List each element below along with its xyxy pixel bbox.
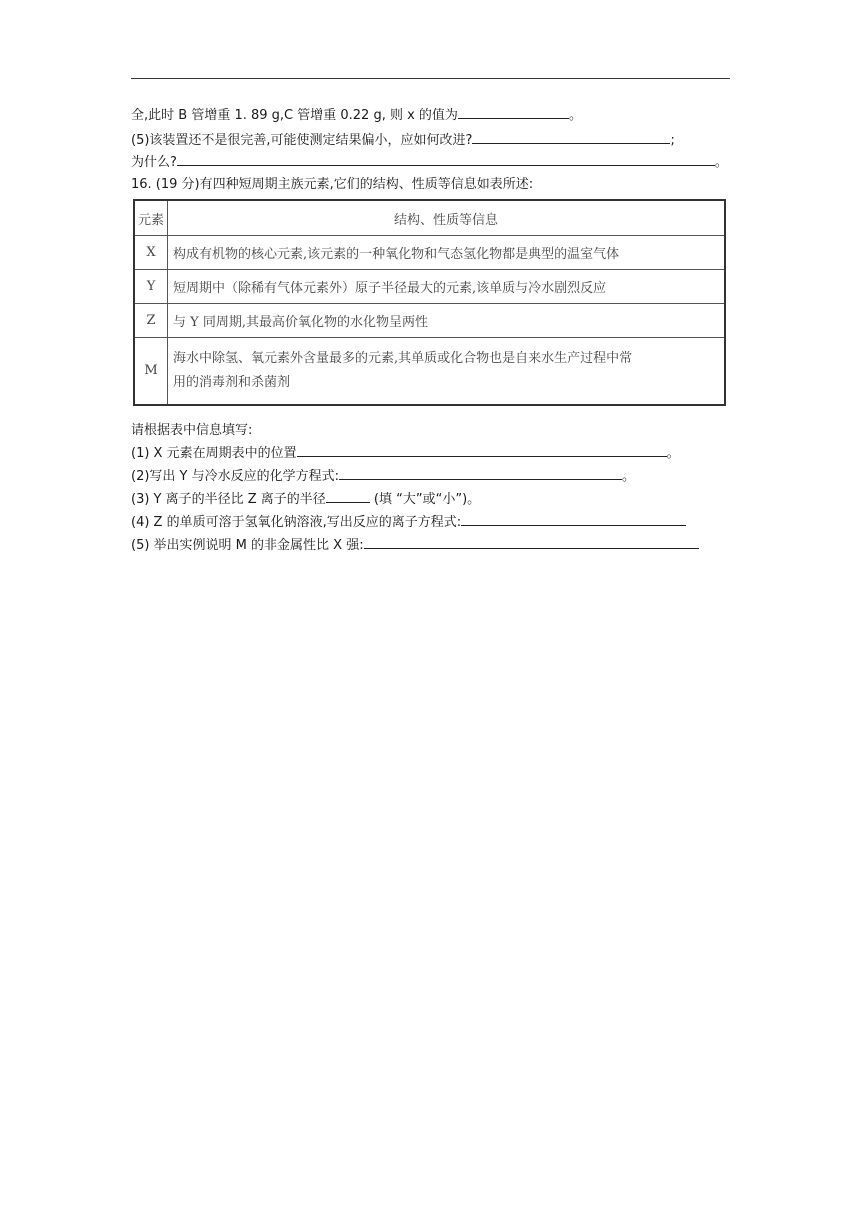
question-4: (4) Z 的单质可溶于氢氧化钠溶液,写出反应的离子方程式: <box>131 513 686 532</box>
table-row <box>134 338 725 406</box>
question-2: (2)写出 Y 与冷水反应的化学方程式: 。 <box>131 469 636 484</box>
line-text: 全,此时 B 管增重 1. 89 g,C 管增重 0.22 g, 则 x 的值为 <box>131 108 458 123</box>
answer-blank[interactable] <box>364 536 699 549</box>
element-info: 构成有机物的核心元素,该元素的一种氧化物和气态氢化物都是典型的温室气体 <box>168 236 726 270</box>
element-info: 短周期中（除稀有气体元素外）原子半径最大的元素,该单质与冷水剧烈反应 <box>168 270 726 304</box>
question-3: (3) Y 离子的半径比 Z 离子的半径 (填 “大”或“小”)。 <box>131 492 481 507</box>
line-why: 为什么? 。 <box>131 155 728 170</box>
answer-blank[interactable] <box>177 153 715 166</box>
table-row <box>134 236 725 270</box>
answer-blank[interactable] <box>461 513 686 526</box>
answer-blank[interactable] <box>326 490 370 503</box>
line-text: 为什么? <box>131 155 177 170</box>
line-question-16 <box>131 176 533 194</box>
element-info-table <box>133 199 726 406</box>
element-info: 与 Y 同周期,其最高价氧化物的水化物呈两性 <box>168 304 726 338</box>
question-1: (1) X 元素在周期表中的位置 。 <box>131 446 680 461</box>
element-symbol: X <box>134 236 168 270</box>
table-header-row <box>134 200 725 236</box>
line-text: 16. (19 分)有四种短周期主族元素,它们的结构、性质等信息如表所述: <box>131 177 534 192</box>
answer-blank[interactable] <box>472 131 670 144</box>
table-row <box>134 304 725 338</box>
header-element: 元素 <box>134 200 168 236</box>
answer-blank[interactable] <box>297 444 667 457</box>
element-symbol: M <box>134 338 168 406</box>
answer-blank[interactable] <box>339 467 622 480</box>
element-symbol: Z <box>134 304 168 338</box>
line-b-c-tube-mass: 全,此时 B 管增重 1. 89 g,C 管增重 0.22 g, 则 x 的值为 。 <box>131 108 582 123</box>
question-5: (5) 举出实例说明 M 的非金属性比 X 强: <box>131 536 699 555</box>
line-question-5: (5)该装置还不是很完善,可能使测定结果偏小，应如何改进? ; <box>131 133 675 148</box>
header-info: 结构、性质等信息 <box>168 200 726 236</box>
questions-intro: 请根据表中信息填写: <box>131 423 253 438</box>
line-text: (5)该装置还不是很完善,可能使测定结果偏小，应如何改进? <box>131 133 473 148</box>
answer-blank[interactable] <box>458 106 569 119</box>
header-rule <box>131 78 730 79</box>
table-row <box>134 270 725 304</box>
element-info: 海水中除氢、氧元素外含量最多的元素,其单质或化合物也是自来水生产过程中常 用的消毒剂和杀菌剂 <box>168 338 726 406</box>
element-symbol: Y <box>134 270 168 304</box>
